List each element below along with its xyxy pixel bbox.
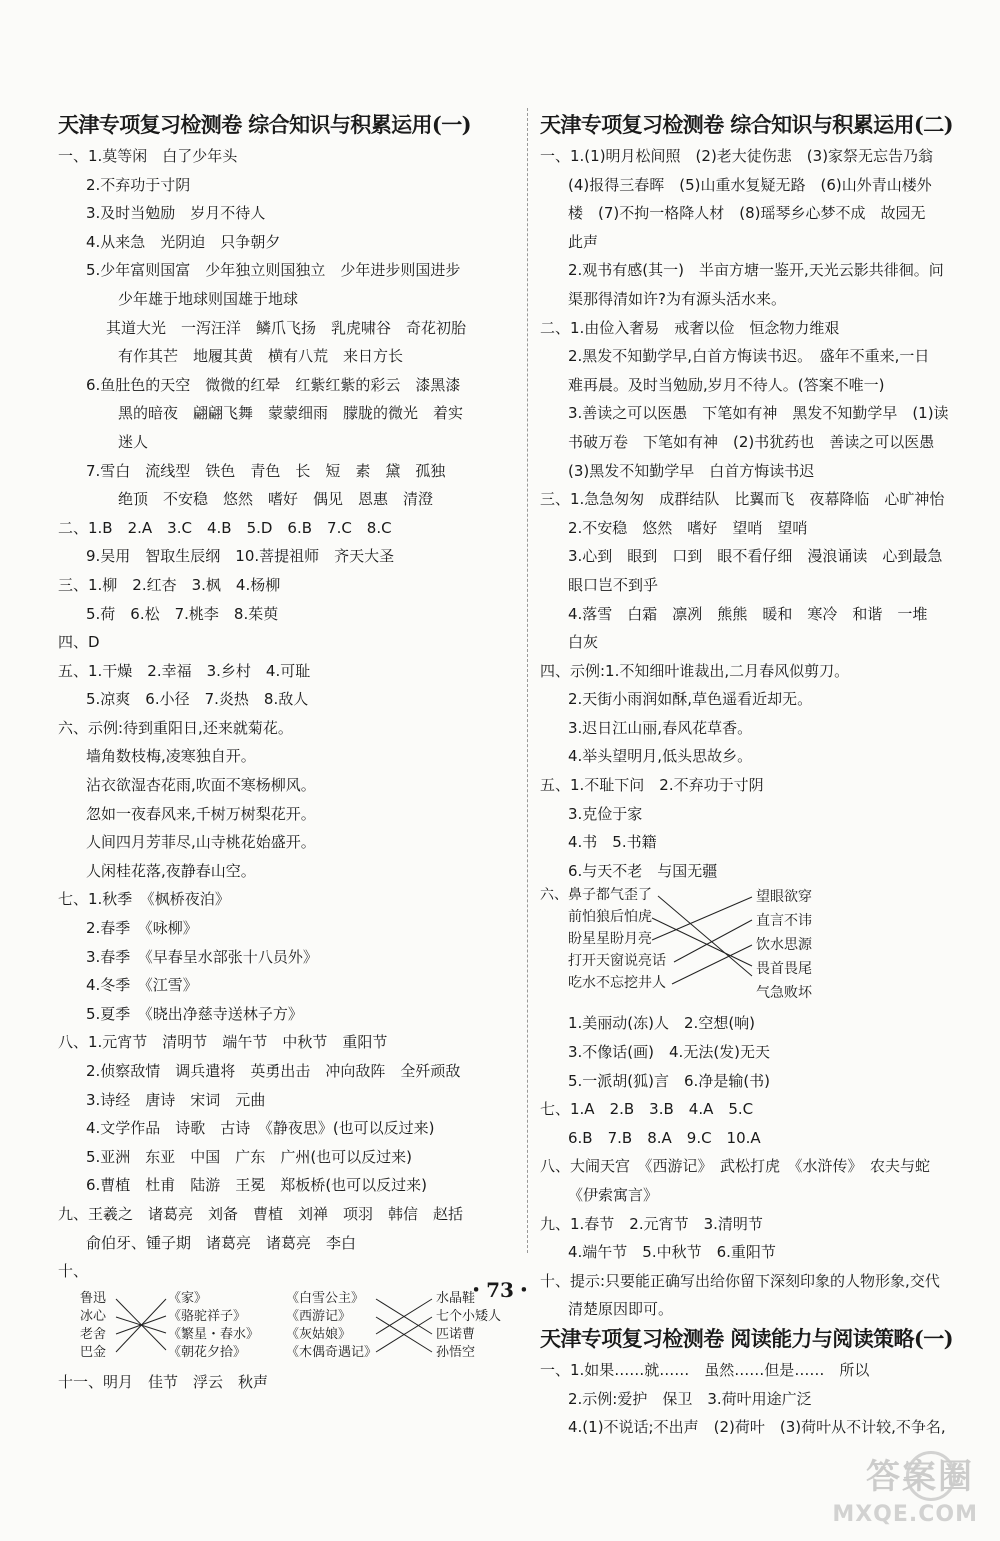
idiom-right: 直言不讳 <box>756 913 812 930</box>
answer-line: 二、1.由俭入奢易 戒奢以俭 恒念物力维艰 <box>540 318 840 337</box>
answer-line: 4.举头望明月,低头思故乡。 <box>568 747 753 766</box>
match-author: 冰心 <box>80 1308 107 1324</box>
idiom-right: 气急败坏 <box>756 985 812 1002</box>
answer-line: 《伊索寓言》 <box>568 1186 659 1204</box>
answer-line: 黑的暗夜 翩翩飞舞 蒙蒙细雨 朦胧的微光 着实 <box>118 404 464 423</box>
answer-line: 2.侦察敌情 调兵遣将 英勇出击 冲向敌阵 全歼顽敌 <box>86 1062 461 1080</box>
right-column <box>540 110 990 1442</box>
match-book: 《家》 <box>168 1290 208 1306</box>
answer-line: 一、1.如果……就…… 虽然……但是…… 所以 <box>540 1360 870 1379</box>
answer-line: 二、1.B 2.A 3.C 4.B 5.D 6.B 7.C 8.C <box>58 518 392 537</box>
answer-line: 有作其芒 地履其黄 横有八荒 来日方长 <box>118 347 404 366</box>
answer-line: 渠那得清如许?为有源头活水来。 <box>568 289 786 308</box>
answer-line: 墙角数枝梅,凌寒独自开。 <box>86 747 256 766</box>
answer-line: 八、1.元宵节 清明节 端午节 中秋节 重阳节 <box>58 1033 388 1052</box>
idiom-left: 六、鼻子都气歪了 <box>540 887 652 904</box>
matching-diagram-idioms <box>540 885 990 1009</box>
match-book: 《繁星・春水》 <box>168 1326 260 1342</box>
match-story: 《木偶奇遇记》 <box>286 1344 378 1360</box>
answer-line: 4.(1)不说话;不出声 (2)荷叶 (3)荷叶从不计较,不争名, <box>568 1418 946 1437</box>
right-section-title: 天津专项复习检测卷 综合知识与积累运用(二) <box>540 112 953 137</box>
answer-line: 7.雪白 流线型 铁色 青色 长 短 素 黛 孤独 <box>86 461 446 480</box>
answer-line: 九、1.春节 2.元宵节 3.清明节 <box>540 1214 763 1233</box>
answer-line: 迷人 <box>118 432 149 451</box>
answer-line: 八、大闹天宫 《西游记》 武松打虎 《水浒传》 农夫与蛇 <box>540 1157 931 1176</box>
match-element: 匹诺曹 <box>436 1326 476 1342</box>
answer-line: 3.不像话(画) 4.无法(发)无天 <box>568 1043 771 1062</box>
answer-line: 四、D <box>58 633 100 652</box>
answer-line: 五、1.干燥 2.幸福 3.乡村 4.可耻 <box>58 661 311 680</box>
answer-line: 4.文学作品 诗歌 古诗 《静夜思》(也可以反过来) <box>86 1119 435 1138</box>
answer-line: 人闲桂花落,夜静春山空。 <box>86 861 256 880</box>
match-element: 水晶鞋 <box>436 1290 476 1306</box>
answer-line: 十、提示:只要能正确写出给你留下深刻印象的人物形象,交代 <box>540 1271 940 1290</box>
answer-line: 七、1.A 2.B 3.B 4.A 5.C <box>540 1100 754 1119</box>
match-story: 《白雪公主》 <box>286 1290 365 1306</box>
watermark-domain: MXQE.COM <box>832 1502 978 1527</box>
idiom-right: 饮水思源 <box>756 937 812 954</box>
watermark-logo <box>812 1449 982 1527</box>
answer-line: 五、1.不耻下问 2.不弃功于寸阴 <box>540 776 764 795</box>
answer-line: 5.一派胡(狐)言 6.净是输(书) <box>568 1071 771 1090</box>
answer-line: 俞伯牙、锺子期 诸葛亮 诸葛亮 李白 <box>86 1233 357 1252</box>
answer-line: 6.与天不老 与国无疆 <box>568 861 718 880</box>
answer-line: 6.B 7.B 8.A 9.C 10.A <box>568 1128 761 1147</box>
answer-line: 书破万卷 下笔如有神 (2)书犹药也 善读之可以医愚 <box>568 432 935 451</box>
answer-line: 十、 <box>58 1262 89 1281</box>
answer-line: 人间四月芳菲尽,山寺桃花始盛开。 <box>86 833 316 852</box>
answer-line: 一、1.莫等闲 白了少年头 <box>58 147 238 165</box>
right-answer-lines-c <box>540 1356 990 1442</box>
answer-line: 难再晨。及时当勉励,岁月不待人。(答案不唯一) <box>568 375 885 394</box>
idiom-right: 畏首畏尾 <box>756 961 812 978</box>
answer-line: 沾衣欲湿杏花雨,吹面不寒杨柳风。 <box>86 776 316 795</box>
answer-line: 3.及时当勉励 岁月不待人 <box>86 204 266 223</box>
answer-line: 5.少年富则国富 少年独立则国独立 少年进步则国进步 <box>86 261 461 280</box>
answer-line: 1.美丽动(冻)人 2.空想(响) <box>568 1014 756 1033</box>
answer-line: 2.示例:爱护 保卫 3.荷叶用途广泛 <box>568 1389 812 1408</box>
answer-line: (3)黑发不知勤学早 白首方悔读书迟 <box>568 461 815 480</box>
column-divider <box>527 108 528 1253</box>
answer-line: 白灰 <box>568 633 599 652</box>
answer-line: 其道大光 一泻汪洋 鳞爪飞扬 乳虎啸谷 奇花初胎 <box>106 318 467 337</box>
right-answer-lines <box>540 142 990 885</box>
answer-line: 4.书 5.书籍 <box>568 833 657 852</box>
answer-line: 清楚原因即可。 <box>568 1300 674 1319</box>
answer-line: 绝顶 不安稳 悠然 嗜好 偶见 恩惠 清澄 <box>118 490 434 509</box>
page-number: ・73・ <box>466 1278 534 1302</box>
idiom-right: 望眼欲穿 <box>756 889 812 906</box>
answer-line: 眼口岂不到乎 <box>568 575 659 594</box>
answer-line: 2.黑发不知勤学早,白首方悔读书迟。 盛年不重来,一日 <box>568 347 930 366</box>
match-author: 老舍 <box>80 1326 107 1342</box>
match-author: 巴金 <box>80 1344 107 1360</box>
answer-line: 2.观书有感(其一) 半亩方塘一鉴开,天光云影共徘徊。问 <box>568 261 944 280</box>
answer-line: 十一、明月 佳节 浮云 秋声 <box>58 1372 269 1391</box>
match-story: 《灰姑娘》 <box>286 1326 352 1342</box>
match-book: 《朝花夕拾》 <box>168 1344 247 1360</box>
answer-line: 4.端午节 5.中秋节 6.重阳节 <box>568 1243 776 1262</box>
idiom-left: 打开天窗说亮话 <box>568 953 666 970</box>
answer-line: 三、1.柳 2.红杏 3.枫 4.杨柳 <box>58 575 281 594</box>
match-element: 七个小矮人 <box>436 1308 502 1324</box>
answer-line: (4)报得三春晖 (5)山重水复疑无路 (6)山外青山楼外 <box>568 175 932 194</box>
match-book: 《骆驼祥子》 <box>168 1308 247 1324</box>
answer-line: 忽如一夜春风来,千树万树梨花开。 <box>86 804 316 823</box>
answer-line: 4.从来急 光阴迫 只争朝夕 <box>86 232 281 251</box>
watermark-text: 答案圈 <box>866 1457 974 1497</box>
answer-line: 3.克俭于家 <box>568 804 643 823</box>
answer-line: 3.诗经 唐诗 宋词 元曲 <box>86 1090 266 1109</box>
answer-line: 5.荷 6.松 7.桃李 8.茱萸 <box>86 604 279 623</box>
match-element: 孙悟空 <box>436 1344 476 1360</box>
answer-line: 3.春季 《早春呈水部张十八员外》 <box>86 947 318 966</box>
answer-line: 2.不弃功于寸阴 <box>86 175 191 194</box>
answer-line: 9.吴用 智取生辰纲 10.菩提祖师 齐天大圣 <box>86 547 395 566</box>
answer-line: 四、示例:1.不知细叶谁裁出,二月春风似剪刀。 <box>540 661 850 680</box>
idiom-left: 前怕狼后怕虎 <box>568 909 652 926</box>
answer-line: 3.善读之可以医愚 下笔如有神 黑发不知勤学早 (1)读 <box>568 404 949 423</box>
answer-line: 3.迟日江山丽,春风花草香。 <box>568 718 753 737</box>
answer-line: 5.夏季 《晓出净慈寺送林子方》 <box>86 1004 303 1023</box>
answer-line: 一、1.(1)明月松间照 (2)老大徒伤悲 (3)家祭无忘告乃翁 <box>540 147 934 165</box>
answer-line: 此声 <box>568 232 599 251</box>
answer-line: 少年雄于地球则国雄于地球 <box>118 289 299 308</box>
answer-line: 3.心到 眼到 口到 眼不看仔细 漫浪诵读 心到最急 <box>568 547 943 566</box>
match-author: 鲁迅 <box>80 1290 107 1306</box>
answer-line: 6.曹植 杜甫 陆游 王冕 郑板桥(也可以反过来) <box>86 1176 428 1195</box>
answer-line: 三、1.急急匆匆 成群结队 比翼而飞 夜幕降临 心旷神怡 <box>540 490 945 509</box>
answer-line: 4.冬季 《江雪》 <box>86 976 198 995</box>
answer-line: 七、1.秋季 《枫桥夜泊》 <box>58 890 230 909</box>
answer-line: 2.不安稳 悠然 嗜好 望哨 望哨 <box>568 518 808 537</box>
left-section-title: 天津专项复习检测卷 综合知识与积累运用(一) <box>58 112 471 137</box>
answer-line: 4.落雪 白霜 凛冽 熊熊 暖和 寒冷 和谐 一堆 <box>568 604 928 623</box>
answer-line: 六、示例:待到重阳日,还来就菊花。 <box>58 718 293 737</box>
answer-line: 5.凉爽 6.小径 7.炎热 8.敌人 <box>86 690 309 709</box>
answer-line: 2.天街小雨润如酥,草色遥看近却无。 <box>568 690 813 709</box>
answer-line: 6.鱼肚色的天空 微微的红晕 红紫红紫的彩云 漆黑漆 <box>86 375 461 394</box>
left-answer-lines <box>58 142 520 1286</box>
idiom-left: 吃水不忘挖井人 <box>568 975 666 992</box>
idiom-left: 盼星星盼月亮 <box>568 931 652 948</box>
answer-line: 2.春季 《咏柳》 <box>86 919 198 938</box>
answer-line: 楼 (7)不拘一格降人材 (8)瑶琴乡心梦不成 故园无 <box>568 204 926 223</box>
left-column <box>58 110 520 1396</box>
answer-line: 九、王羲之 诸葛亮 刘备 曹植 刘禅 项羽 韩信 赵括 <box>58 1204 464 1223</box>
right-section-title-2: 天津专项复习检测卷 阅读能力与阅读策略(一) <box>540 1325 953 1351</box>
match-story: 《西游记》 <box>286 1308 352 1324</box>
answer-line: 5.亚洲 东亚 中国 广东 广州(也可以反过来) <box>86 1147 413 1166</box>
